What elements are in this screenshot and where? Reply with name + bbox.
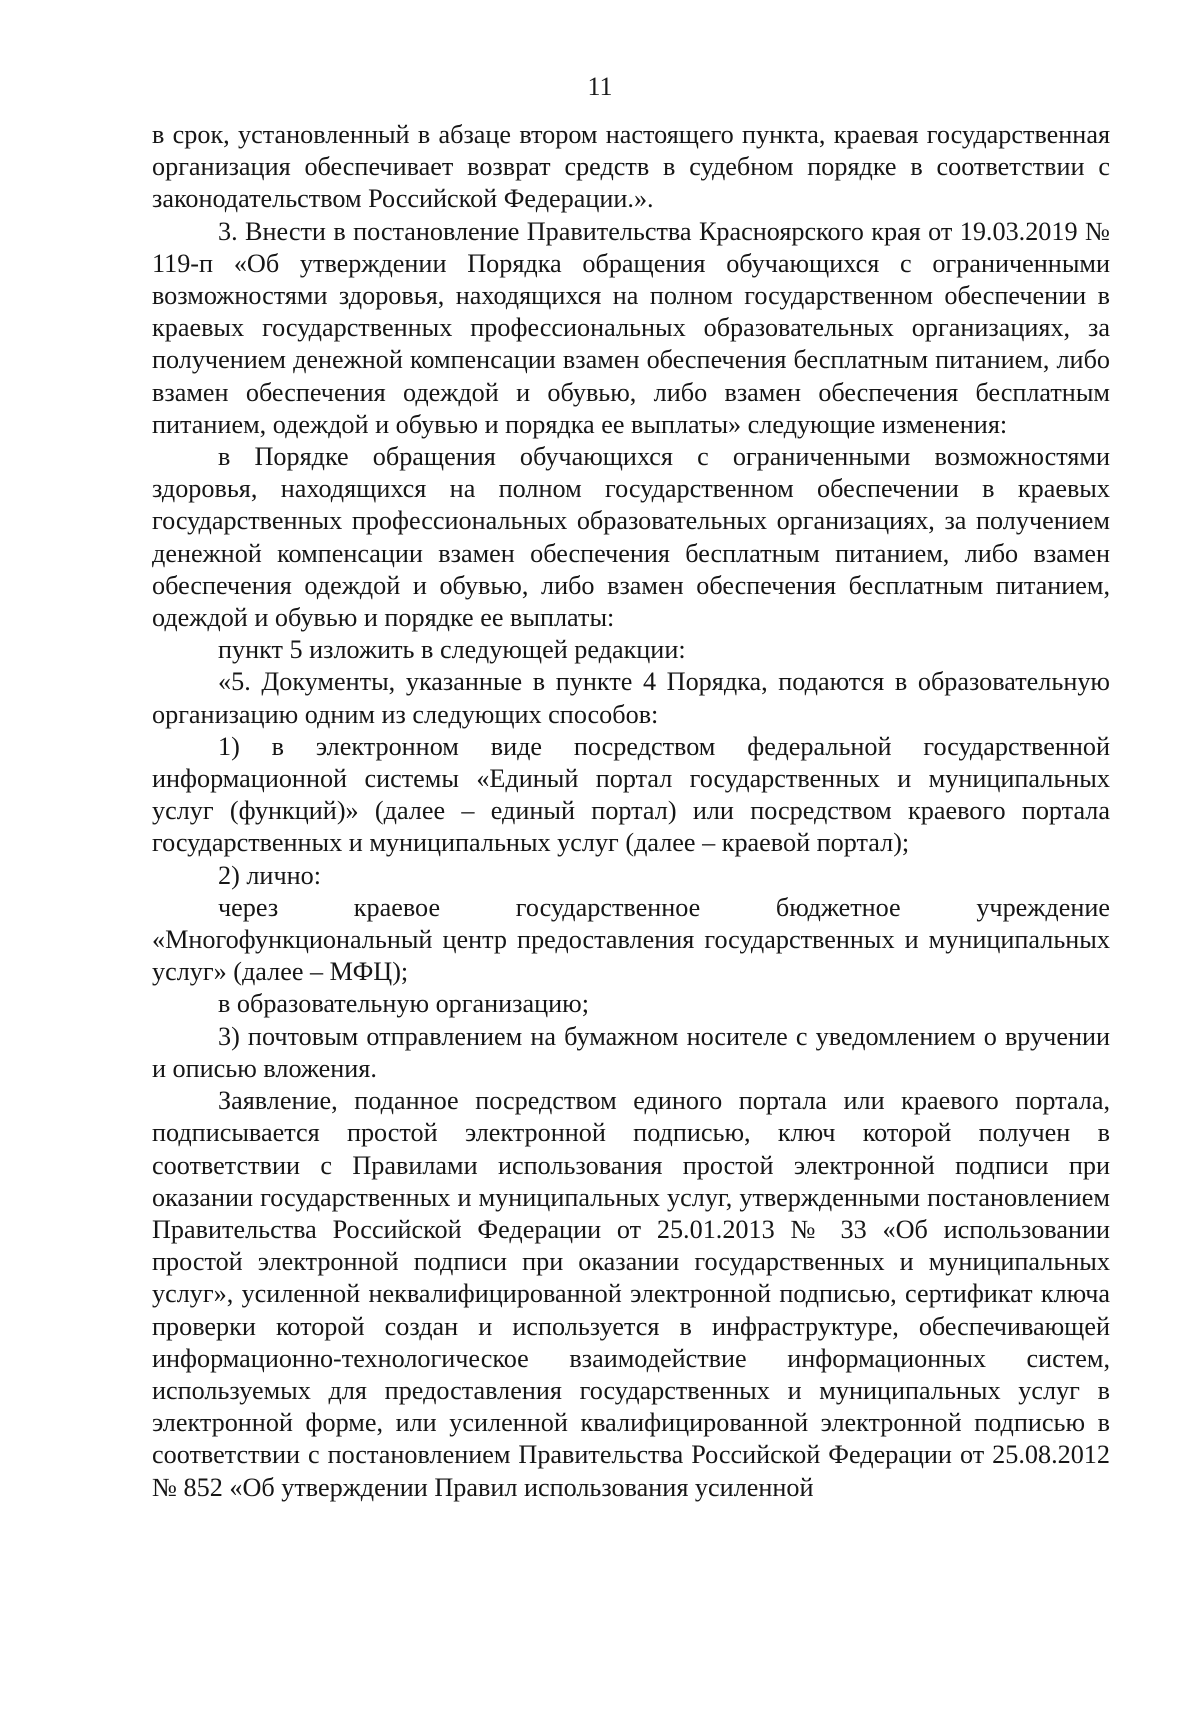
document-body — [152, 119, 1110, 1504]
paragraph-method-1: 1) в электронном виде посредством федеральной государственной информационной системы «Единый портал государственных и муниципальных услуг (функций)» (далее – единый портал) или посредством краевого портала государственных и муниципальных услуг (далее – краевой портал); — [152, 731, 1110, 858]
paragraph-item-3: 3. Внести в постановление Правительства Красноярского края от 19.03.2019 № 119-п «Об утверждении Порядка обращения обучающихся с ограниченными возможностями здоровья, находящихся на полном государственном обеспечении в краевых государственных профессиональных образовательных организациях, за получением денежной компенсации взамен обеспечения бесплатным питанием, либо взамен обеспечения одеждой и обувью, либо взамен обеспечения бесплатным питанием, одеждой и обувью и порядка ее выплаты» следующие изменения: — [152, 216, 1110, 439]
paragraph-method-3: 3) почтовым отправлением на бумажном носителе с уведомлением о вручении и описью вложения. — [152, 1021, 1110, 1083]
paragraph-method-2-org: в образовательную организацию; — [218, 989, 590, 1019]
paragraph-procedure: в Порядке обращения обучающихся с ограниченными возможностями здоровья, находящихся на полном государственном обеспечении в краевых государственных профессиональных образовательных организациях, за получением денежной компенсации взамен обеспечения бесплатным питанием, либо взамен обеспечения одеждой и обувью, либо взамен обеспечения бесплатным питанием, одеждой и обувью и порядке ее выплаты: — [152, 442, 1110, 633]
paragraph-point-5-intro: пункт 5 изложить в следующей редакции: — [218, 635, 686, 665]
page-number: 11 — [587, 72, 613, 101]
paragraph-point-5: «5. Документы, указанные в пункте 4 Порядка, подаются в образовательную организацию одним из следующих способов: — [152, 667, 1110, 729]
paragraph-method-2-mfc: через краевое государственное бюджетное учреждение «Многофункциональный центр предоставления государственных и муниципальных услуг» (далее – МФЦ); — [152, 892, 1110, 987]
paragraph-continuation: в срок, установленный в абзаце втором настоящего пункта, краевая государственная организация обеспечивает возврат средств в судебном порядке в соответствии с законодательством Российской Федерации.». — [152, 120, 1110, 214]
paragraph-method-2: 2) лично: — [218, 860, 321, 890]
paragraph-signature: Заявление, поданное посредством единого портала или краевого портала, подписывается простой электронной подписью, ключ которой получен в соответствии с Правилами использования простой электронной подписи при оказании государственных и муниципальных услуг, утвержденными постановлением Правительства Российской Федерации от 25.01.2013 № 33 «Об использовании простой электронной подписи при оказании государственных и муниципальных услуг», усиленной неквалифицированной электронной подписью, сертификат ключа проверки которой создан и используется в инфраструктуре, обеспечивающей информационно-технологическое взаимодействие информационных систем, используемых для предоставления государственных и муниципальных услуг в электронной форме, или усиленной квалифицированной электронной подписью в соответствии с постановлением Правительства Российской Федерации от 25.08.2012 № 852 «Об утверждении Правил использования усиленной — [152, 1086, 1110, 1502]
